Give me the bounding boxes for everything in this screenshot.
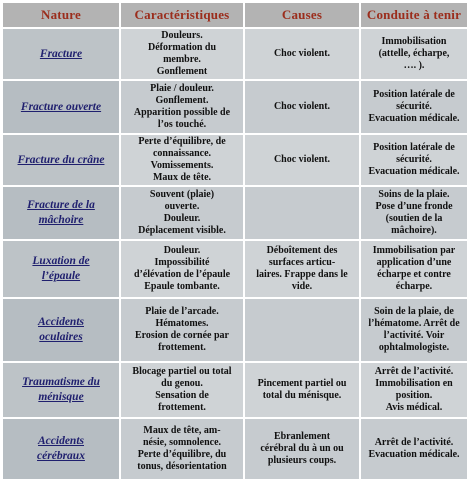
caracteristiques-line: Déformation du [147, 42, 217, 53]
conduite-line: mâchoire). [391, 225, 437, 236]
first-aid-table [2, 2, 468, 480]
nature-cell [2, 134, 120, 186]
conduite-line: Evacuation médicale. [368, 449, 460, 460]
causes-line: Choc violent. [273, 154, 331, 165]
conduite-line: sécurité. [396, 154, 432, 165]
caracteristiques-cell [120, 298, 244, 362]
caracteristiques-line: frottement. [158, 342, 206, 353]
conduite-line: Soins de la plaie. [378, 189, 450, 200]
conduite-line: Arrêt de l’activité. [374, 366, 454, 377]
conduite-line: Evacuation médicale. [368, 113, 460, 124]
causes-line: Choc violent. [273, 101, 331, 112]
nature-line: ménisque [38, 391, 84, 403]
caracteristiques-line: Perte d’équilibre, du [137, 449, 227, 460]
nature-cell [2, 80, 120, 134]
causes-cell [244, 298, 360, 362]
table-row [2, 134, 468, 186]
header-nature: Nature [2, 2, 120, 28]
caracteristiques-cell [120, 240, 244, 298]
causes-cell [244, 418, 360, 480]
table-row [2, 362, 468, 418]
table-row [2, 186, 468, 240]
table-row [2, 418, 468, 480]
causes-cell [244, 240, 360, 298]
caracteristiques-line: du genou. [161, 378, 203, 389]
caracteristiques-cell [120, 186, 244, 240]
header-caracteristiques: Caractéristiques [120, 2, 244, 28]
caracteristiques-cell [120, 418, 244, 480]
caracteristiques-line: Maux de tête, am- [143, 425, 221, 436]
causes-line: Déboîtement des [266, 245, 338, 256]
caracteristiques-line: Erosion de cornée par [135, 330, 229, 341]
table-row [2, 28, 468, 80]
conduite-cell [360, 298, 468, 362]
causes-line: Pincement partiel ou [257, 378, 347, 389]
caracteristiques-line: Maux de tête. [152, 172, 212, 183]
nature-line: oculaires [39, 331, 83, 343]
conduite-line: Position latérale de [373, 142, 455, 153]
caracteristiques-line: Douleurs. [161, 30, 203, 41]
causes-cell [244, 186, 360, 240]
conduite-line: position. [395, 390, 433, 401]
table-row [2, 80, 468, 134]
first-aid-table-container [2, 2, 468, 472]
causes-line: Ebranlement [273, 431, 331, 442]
nature-line: mâchoire [38, 214, 84, 226]
caracteristiques-line: membre. [163, 54, 201, 65]
nature-cell [2, 186, 120, 240]
caracteristiques-line: tonus, désorientation [137, 461, 227, 472]
conduite-line: Soin de la plaie, de [374, 306, 454, 317]
nature-line: Luxation de [32, 255, 90, 267]
caracteristiques-line: Douleur. [163, 245, 201, 256]
caracteristiques-cell [120, 362, 244, 418]
conduite-line: l’hématome. Arrêt de [368, 318, 460, 329]
conduite-line: Immobilisation [381, 36, 447, 47]
header-causes: Causes [244, 2, 360, 28]
caracteristiques-line: l’os touché. [157, 119, 207, 130]
causes-line: total du ménisque. [262, 390, 342, 401]
nature-cell [2, 28, 120, 80]
header-conduite: Conduite à tenir [360, 2, 468, 28]
conduite-cell [360, 240, 468, 298]
conduite-cell [360, 28, 468, 80]
conduite-cell [360, 418, 468, 480]
header-row [2, 2, 468, 28]
conduite-line: …. ). [403, 60, 425, 71]
conduite-cell [360, 134, 468, 186]
caracteristiques-line: Souvent (plaie) [149, 189, 215, 200]
nature-cell [2, 298, 120, 362]
conduite-line: (soutien de la [385, 213, 443, 224]
table-row [2, 240, 468, 298]
conduite-line: l’activité. Voir [383, 330, 445, 341]
conduite-line: (attelle, écharpe, [378, 48, 450, 59]
conduite-line: ophtalmologiste. [378, 342, 450, 353]
conduite-line: Immobilisation en [375, 378, 453, 389]
caracteristiques-line: Plaie de l’arcade. [145, 306, 219, 317]
table-row [2, 298, 468, 362]
nature-line: cérébraux [37, 450, 85, 462]
causes-cell [244, 134, 360, 186]
nature-line: Fracture de la [27, 199, 95, 211]
conduite-cell [360, 362, 468, 418]
nature-cell [2, 418, 120, 480]
caracteristiques-line: Perte d’équilibre, de [138, 136, 226, 147]
nature-line: l’épaule [41, 270, 81, 282]
caracteristiques-line: Blocage partiel ou total [132, 366, 232, 377]
conduite-line: Position latérale de [373, 89, 455, 100]
caracteristiques-line: Déplacement visible. [138, 225, 226, 236]
caracteristiques-line: frottement. [158, 402, 206, 413]
conduite-line: Avis médical. [385, 402, 443, 413]
nature-cell [2, 240, 120, 298]
nature-line: Fracture [39, 47, 83, 60]
caracteristiques-line: Impossibilité [154, 257, 210, 268]
causes-line: Choc violent. [273, 48, 331, 59]
caracteristiques-cell [120, 28, 244, 80]
caracteristiques-line: Epaule tombante. [144, 281, 220, 292]
conduite-cell [360, 186, 468, 240]
conduite-line: application d’une [376, 257, 452, 268]
conduite-line: écharpe. [395, 281, 433, 292]
conduite-line: sécurité. [396, 101, 432, 112]
nature-line: Fracture du crâne [17, 153, 105, 166]
caracteristiques-line: Plaie / douleur. [150, 83, 214, 94]
table-body [2, 28, 468, 480]
caracteristiques-line: Hématomes. [155, 318, 209, 329]
nature-line: Traumatisme du [22, 376, 100, 388]
caracteristiques-line: Vomissements. [150, 160, 214, 171]
causes-line: cérébral du à un ou [260, 443, 344, 454]
causes-line: vide. [291, 281, 313, 292]
caracteristiques-cell [120, 80, 244, 134]
nature-cell [2, 362, 120, 418]
causes-line: surfaces articu- [268, 257, 336, 268]
caracteristiques-line: d’élévation de l’épaule [133, 269, 231, 280]
caracteristiques-line: Gonflement. [155, 95, 209, 106]
causes-cell [244, 28, 360, 80]
causes-line: laires. Frappe dans le [256, 269, 348, 280]
conduite-line: Evacuation médicale. [368, 166, 460, 177]
causes-line: plusieurs coups. [267, 455, 337, 466]
nature-line: Accidents [38, 435, 84, 447]
caracteristiques-line: Gonflement [156, 66, 208, 77]
nature-line: Accidents [38, 316, 84, 328]
conduite-line: écharpe et contre [377, 269, 451, 280]
caracteristiques-line: Sensation de [155, 390, 209, 401]
caracteristiques-line: nésie, somnolence. [142, 437, 222, 448]
causes-cell [244, 362, 360, 418]
causes-cell [244, 80, 360, 134]
caracteristiques-line: connaissance. [152, 148, 212, 159]
caracteristiques-line: ouverte. [164, 201, 200, 212]
conduite-line: Immobilisation par [372, 245, 456, 256]
conduite-line: Pose d’une fronde [375, 201, 453, 212]
caracteristiques-line: Apparition possible de [133, 107, 231, 118]
caracteristiques-line: Douleur. [163, 213, 201, 224]
conduite-cell [360, 80, 468, 134]
conduite-line: Arrêt de l’activité. [374, 437, 454, 448]
caracteristiques-cell [120, 134, 244, 186]
nature-line: Fracture ouverte [20, 100, 102, 113]
